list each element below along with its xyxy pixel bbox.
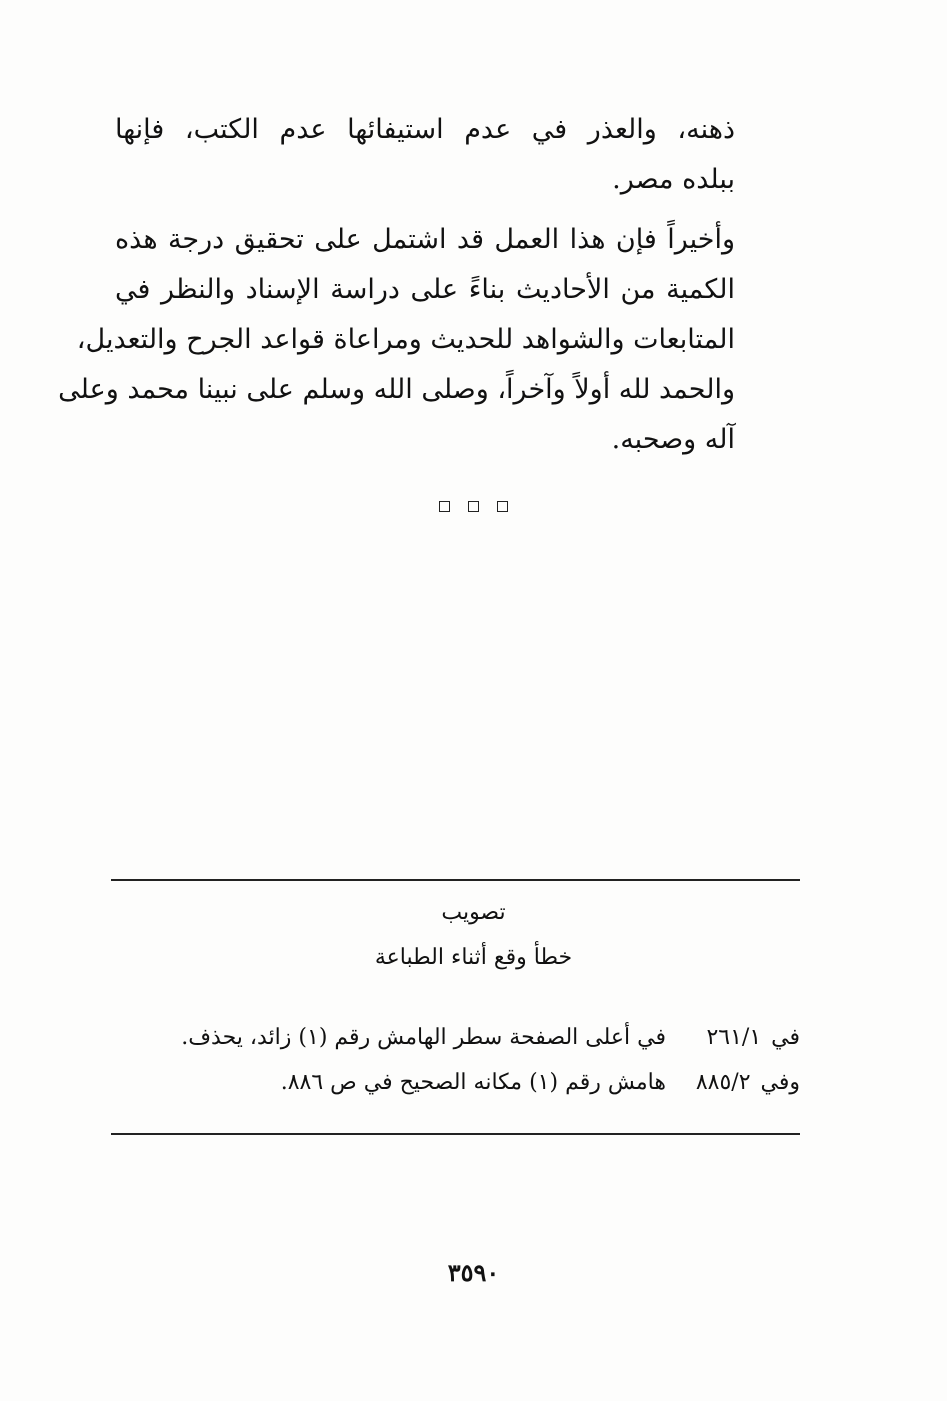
square-ornament-icon bbox=[439, 501, 450, 512]
paragraph-2-line-1: وأخيراً فإن هذا العمل قد اشتمل على تحقيق درجة هذه bbox=[115, 224, 735, 255]
errata-row bbox=[181, 1025, 800, 1050]
errata-prefix: في bbox=[771, 1025, 800, 1050]
errata-location: ٢٦١/١ bbox=[706, 1025, 762, 1050]
section-divider-ornament bbox=[0, 501, 947, 512]
paragraph-1 bbox=[115, 105, 735, 205]
square-ornament-icon bbox=[497, 501, 508, 512]
paragraph-2-line-3: المتابعات والشواهد للحديث ومراعاة قواعد الجرح والتعديل، bbox=[76, 324, 735, 355]
paragraph-1-line-1: ذهنه، والعذر في عدم استيفائها عدم الكتب، فإنها bbox=[115, 114, 735, 145]
errata-correction: في أعلى الصفحة سطر الهامش رقم (١) زائد، يحذف. bbox=[181, 1025, 666, 1050]
errata-bottom-rule bbox=[111, 1133, 800, 1135]
errata-location: ٨٨٥/٢ bbox=[695, 1070, 751, 1095]
paragraph-2-line-5: آله وصحبه. bbox=[611, 424, 735, 455]
errata-subtitle: خطأ وقع أثناء الطباعة bbox=[374, 945, 573, 970]
errata-row bbox=[281, 1070, 800, 1095]
errata-title: تصويب bbox=[441, 900, 506, 925]
page-number: ٣٥٩٠ bbox=[447, 1258, 500, 1287]
paragraph-2 bbox=[58, 215, 735, 465]
square-ornament-icon bbox=[468, 501, 479, 512]
errata-prefix: وفي bbox=[760, 1070, 800, 1095]
errata-correction: هامش رقم (١) مكانه الصحيح في ص ٨٨٦. bbox=[280, 1070, 666, 1095]
paragraph-1-line-2: ببلده مصر. bbox=[612, 164, 735, 195]
paragraph-2-line-4: والحمد لله أولاً وآخراً، وصلى الله وسلم على نبينا محمد وعلى bbox=[58, 374, 735, 405]
paragraph-2-line-2: الكمية من الأحاديث بناءً على دراسة الإسناد والنظر في bbox=[115, 274, 735, 305]
errata-reference bbox=[680, 1070, 800, 1095]
errata-top-rule bbox=[111, 879, 800, 881]
errata-reference bbox=[680, 1025, 800, 1050]
